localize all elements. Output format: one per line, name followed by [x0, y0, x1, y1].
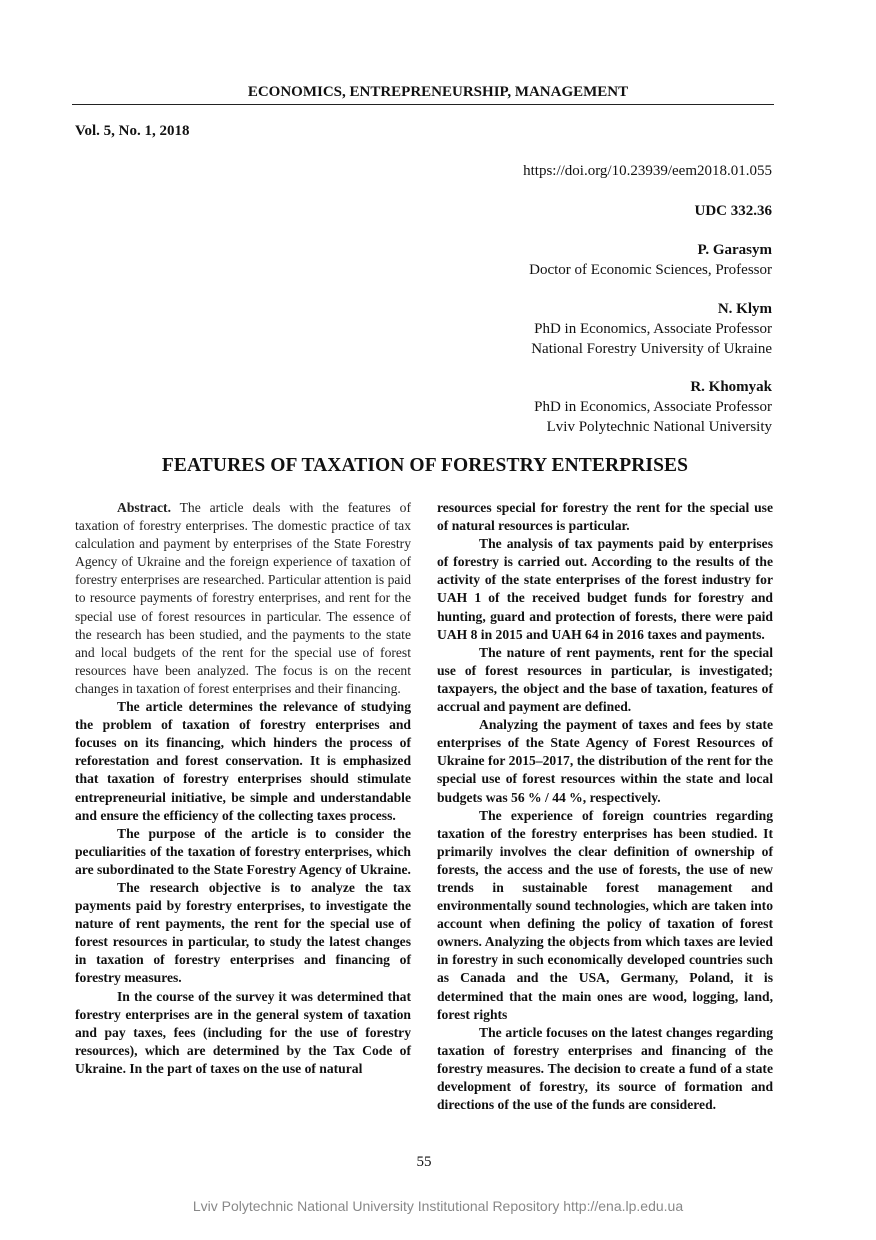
journal-header: ECONOMICS, ENTREPRENEURSHIP, MANAGEMENT	[247, 84, 629, 100]
repository-footer: Lviv Polytechnic National University Institutional Repository http://ena.lp.edu.ua	[192, 1198, 684, 1214]
volume-info: Vol. 5, No. 1, 2018	[75, 123, 190, 139]
right-column	[437, 499, 773, 1114]
page-number: 55	[416, 1154, 432, 1170]
body-paragraph: The article focuses on the latest changes regarding taxation of forestry enterprises and financing of the forestry measures. The decision to create a fund of a state development of forestry, its source of formation and directions of the use of the funds are considered.	[437, 1024, 773, 1113]
body-paragraph: Analyzing the payment of taxes and fees by state enterprises of the State Agency of Forest Resources of Ukraine for 2015–2017, the distribution of the rent for the special use of forest resources within the state and local budgets was 56 % / 44 %, respectively.	[437, 717, 773, 805]
author-affiliation: National Forestry University of Ukraine	[531, 341, 772, 357]
header-rule	[72, 104, 774, 105]
author-name: P. Garasym	[697, 242, 772, 258]
body-paragraph: The research objective is to analyze the tax payments paid by forestry enterprises, to investigate the nature of rent payments, the rent for the special use of forest resources in particular, to study the latest changes in taxation of forestry enterprises and financing of forestry measures.	[75, 879, 411, 986]
abstract-paragraph	[75, 499, 411, 698]
body-paragraph: The purpose of the article is to consider the peculiarities of the taxation of forestry enterprises, which are subordinated to the State Forestry Agency of Ukraine.	[75, 825, 411, 877]
author-degree: PhD in Economics, Associate Professor	[534, 321, 772, 337]
author-block-2	[531, 299, 772, 359]
doi-link[interactable]: https://doi.org/10.23939/eem2018.01.055	[523, 163, 772, 179]
author-block-1	[529, 240, 772, 280]
body-paragraph: The article determines the relevance of studying the problem of taxation of forestry enterprises and focuses on its financing, which hinders the process of reforestation and forest conservation. It is emphasized that taxation of forestry enterprises should stimulate entrepreneurial initiative, be simple and understandable and ensure the efficiency of the collecting taxes process.	[75, 699, 411, 823]
abstract-text: The article deals with the features of taxation of forestry enterprises. The domestic practice of tax calculation and payment by enterprises of the State Forestry Agency of Ukraine and the foreign experience of taxation of forestry enterprises are researched. Particular attention is paid to resource payments of forestry enterprises, and rent for the special use of forest resources in particular. The essence of the research has been studied, and the payments to the state and local budgets of the rent for the special use of forest resources have been analyzed. The focus is on the recent changes in taxation of forest enterprises and their financing.	[75, 500, 411, 696]
author-name: R. Khomyak	[690, 379, 772, 395]
body-paragraph: In the course of the survey it was determined that forestry enterprises are in the general system of taxation and pay taxes, fees (including for the use of forestry resources), which are determined by the Tax Code of Ukraine. In the part of taxes on the use of natural	[75, 988, 411, 1076]
author-degree: PhD in Economics, Associate Professor	[534, 399, 772, 415]
body-paragraph: The analysis of tax payments paid by enterprises of forestry is carried out. According to the results of the activity of the state enterprises of the forest industry for UAH 1 of the received budget funds for forestry and hunting, guard and protection of forests, there were paid UAH 8 in 2015 and UAH 64 in 2016 taxes and payments.	[437, 536, 773, 642]
udc-code: UDC 332.36	[694, 203, 772, 219]
body-paragraph: The experience of foreign countries regarding taxation of the forestry enterprises has been studied. It primarily involves the clear definition of ownership of forests, the access and the use of forests, the use of new trends in sustainable forest management and environmentally sound technologies, which are taken into account when defining the policy of taxation of forest owners. Analyzing the objects from which taxes are levied in forestry in such economically developed countries such as Canada and the USA, Germany, Poland, it is determined that the main ones are wood, logging, land, forest rights	[437, 807, 773, 1022]
author-affiliation: Lviv Polytechnic National University	[546, 419, 772, 435]
author-block-3	[534, 377, 772, 437]
abstract-label: Abstract.	[117, 500, 171, 515]
author-name: N. Klym	[717, 301, 772, 317]
body-paragraph: resources special for forestry the rent for the special use of natural resources is particular.	[437, 500, 773, 534]
author-degree: Doctor of Economic Sciences, Professor	[529, 262, 772, 278]
article-title: FEATURES OF TAXATION OF FORESTRY ENTERPRISES	[161, 455, 689, 476]
left-column	[75, 499, 411, 1078]
body-paragraph: The nature of rent payments, rent for the special use of forest resources in particular, is investigated; taxpayers, the object and the base of taxation, features of accrual and payment are defined.	[437, 644, 773, 715]
